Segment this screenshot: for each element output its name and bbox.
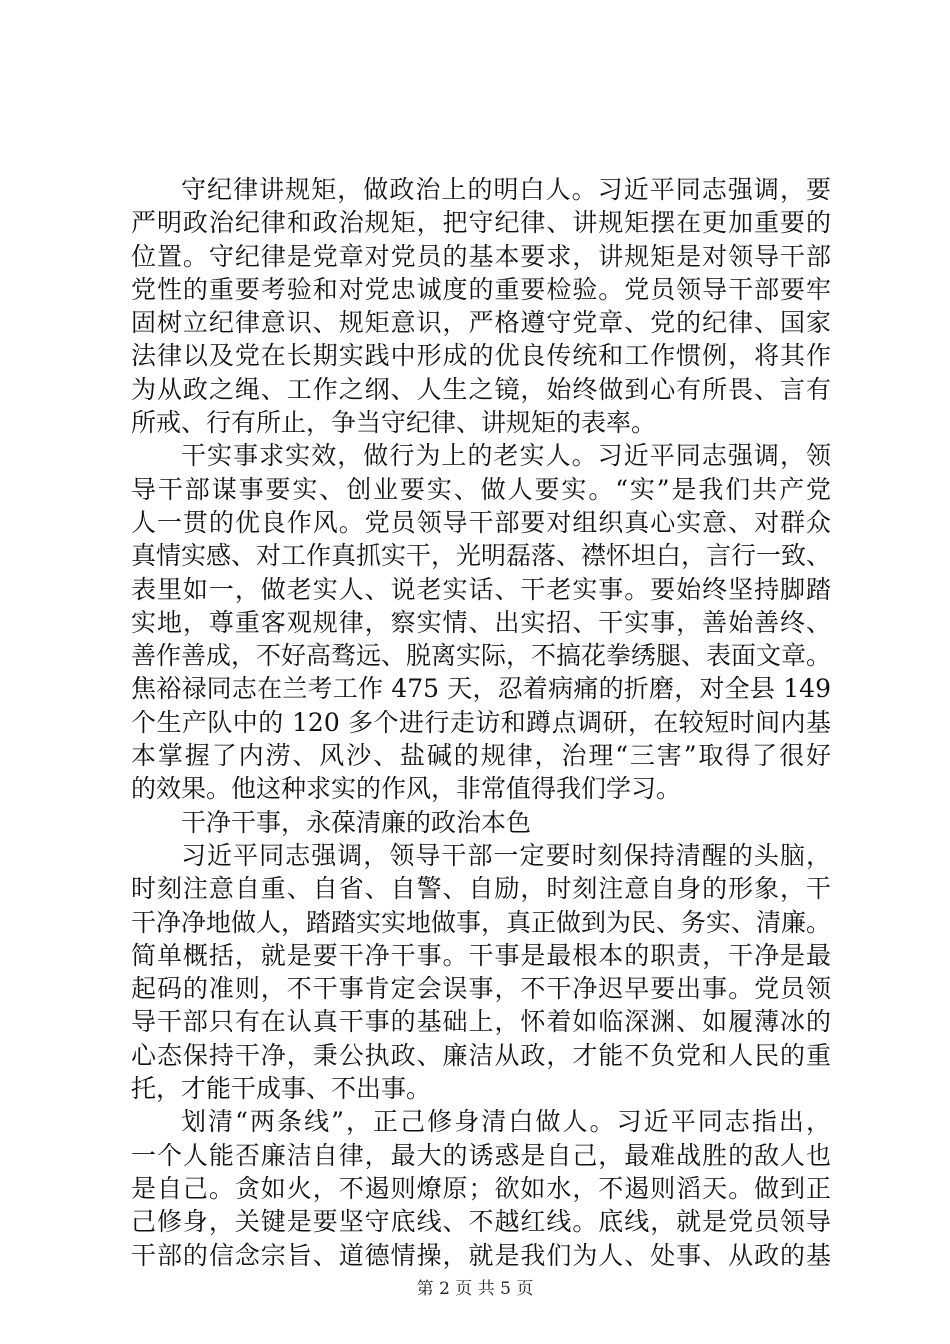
text-line: 时刻注意自重、自省、自警、自励，时刻注意自身的形象，干 xyxy=(131,874,831,904)
text-line: 守纪律讲规矩，做政治上的明白人。习近平同志强调，要 xyxy=(181,175,831,204)
text-line: 托，才能干成事、不出事。 xyxy=(131,1074,432,1104)
text-line: 起码的准则，不干事肯定会误事，不干净迟早要出事。党员领 xyxy=(131,974,831,1004)
text-line: 己修身，关键是要坚守底线、不越红线。底线，就是党员领导 xyxy=(131,1207,831,1237)
text-line: 本掌握了内涝、风沙、盐碱的规律，治理“三害”取得了很好 xyxy=(131,741,831,771)
text-line: 为从政之绳、工作之纲、人生之镜，始终做到心有所畏、言有 xyxy=(131,374,831,404)
text-line: 干净净地做人，踏踏实实地做事，真正做到为民、务实、清廉。 xyxy=(131,907,831,937)
text-line: 干实事求实效，做行为上的老实人。习近平同志强调，领 xyxy=(181,441,831,471)
text-line: 一个人能否廉洁自律，最大的诱惑是自己，最难战胜的敌人也 xyxy=(131,1140,831,1170)
text-line: 的效果。他这种求实的作风，非常值得我们学习。 xyxy=(131,774,682,804)
text-line: 导干部只有在认真干事的基础上，怀着如临深渊、如履薄冰的 xyxy=(131,1007,831,1037)
text-line: 心态保持干净，秉公执政、廉洁从政，才能不负党和人民的重 xyxy=(131,1040,831,1070)
document-body xyxy=(131,173,831,1272)
text-line: 法律以及党在长期实践中形成的优良传统和工作惯例，将其作 xyxy=(131,341,831,371)
text-line: 固树立纪律意识、规矩意识，严格遵守党章、党的纪律、国家 xyxy=(131,308,831,338)
text-line: 严明政治纪律和政治规矩，把守纪律、讲规矩摆在更加重要的 xyxy=(131,208,831,238)
text-line: 焦裕禄同志在兰考工作 475 天，忍着病痛的折磨，对全县 149 xyxy=(131,674,831,704)
text-line: 人一贯的优良作风。党员领导干部要对组织真心实意、对群众 xyxy=(131,507,831,537)
text-line: 党性的重要考验和对党忠诚度的重要检验。党员领导干部要牢 xyxy=(131,274,831,304)
text-line: 位置。守纪律是党章对党员的基本要求，讲规矩是对领导干部 xyxy=(131,241,831,271)
text-line: 所戒、行有所止，争当守纪律、讲规矩的表率。 xyxy=(131,408,657,438)
text-line: 是自己。贪如火，不遏则燎原；欲如水，不遏则滔天。做到正 xyxy=(131,1173,831,1203)
text-line: 习近平同志强调，领导干部一定要时刻保持清醒的头脑， xyxy=(181,840,831,870)
text-line: 善作善成，不好高骛远、脱离实际，不搞花拳绣腿、表面文章。 xyxy=(131,641,831,671)
page-footer: 第 2 页 共 5 页 xyxy=(416,1279,534,1299)
text-line: 干净干事，永葆清廉的政治本色 xyxy=(181,807,532,837)
text-line: 实地，尊重客观规律，察实情、出实招、干实事，善始善终、 xyxy=(131,607,831,637)
text-line: 干部的信念宗旨、道德情操，就是我们为人、处事、从政的基 xyxy=(131,1240,831,1270)
text-line: 真情实感、对工作真抓实干，光明磊落、襟怀坦白，言行一致、 xyxy=(131,541,831,571)
text-line: 导干部谋事要实、创业要实、做人要实。“实”是我们共产党 xyxy=(131,474,831,504)
text-line: 个生产队中的 120 多个进行走访和蹲点调研，在较短时间内基 xyxy=(131,707,831,737)
text-line: 表里如一，做老实人、说老实话、干老实事。要始终坚持脚踏 xyxy=(131,574,831,604)
text-line: 简单概括，就是要干净干事。干事是最根本的职责，干净是最 xyxy=(131,940,831,970)
text-line: 划清“两条线”，正己修身清白做人。习近平同志指出， xyxy=(181,1107,831,1137)
